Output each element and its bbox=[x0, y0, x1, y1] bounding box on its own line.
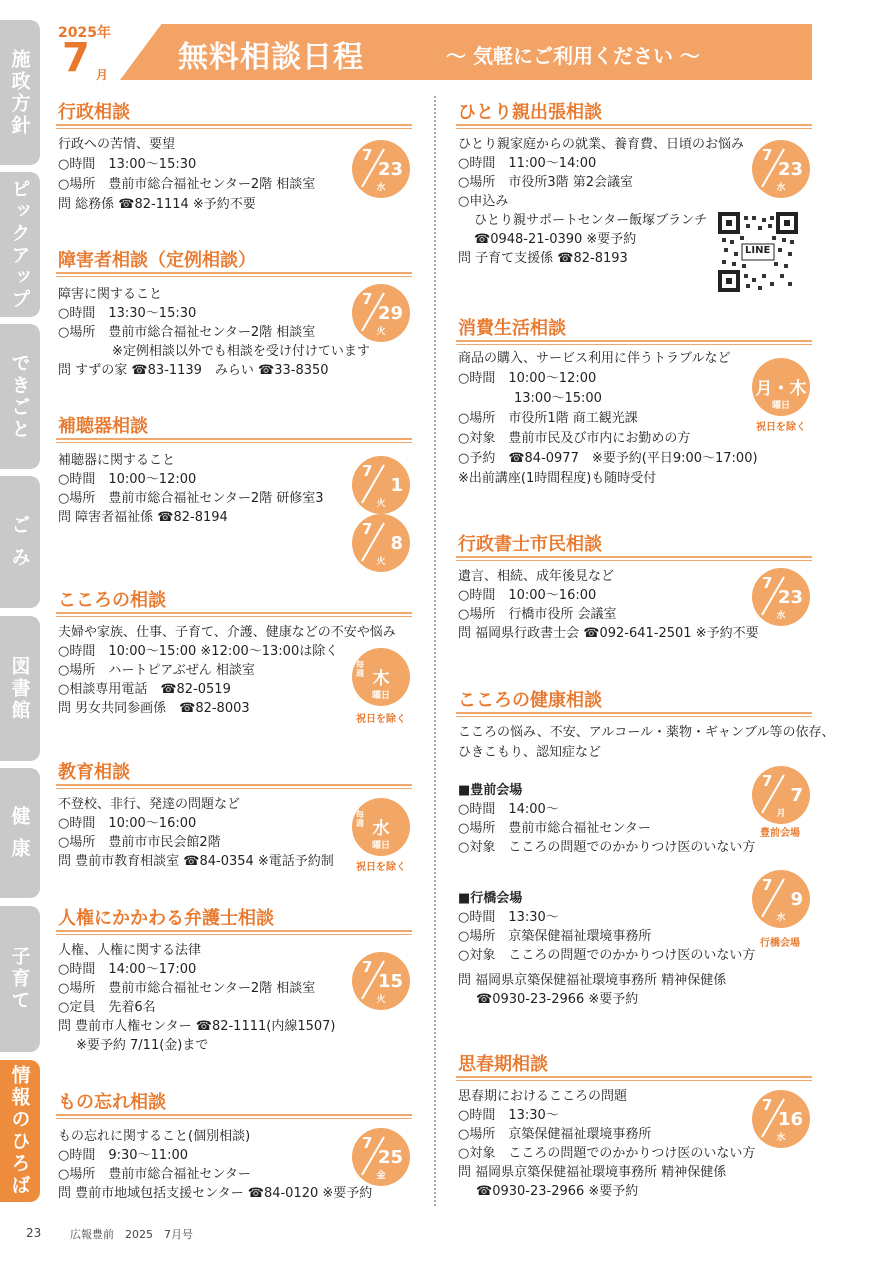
place-line: ○場所 行橋市役所 会議室 bbox=[458, 607, 617, 622]
contact-line: 問 障害者福祉係 ☎82-8194 bbox=[58, 510, 228, 525]
apply-phone: ☎0948-21-0390 ※要予約 bbox=[474, 232, 637, 247]
badge-month: 7 bbox=[362, 958, 373, 976]
section-rule bbox=[456, 556, 812, 561]
side-tab-kosodate[interactable]: 子育て bbox=[0, 906, 40, 1052]
date-badge bbox=[352, 140, 410, 198]
badge-day: 16 bbox=[777, 1109, 803, 1130]
section-title: 行政書士市民相談 bbox=[458, 534, 602, 555]
target-line: ○対象 こころの問題でのかかりつけ医のいない方 bbox=[458, 1146, 756, 1161]
badge-weekday: 金 bbox=[376, 1171, 386, 1181]
contact-line: 問 豊前市人権センター ☎82-1111(内線1507) bbox=[58, 1019, 336, 1034]
badge-weekday: 水 bbox=[776, 913, 786, 923]
badge-prefix: 毎週 bbox=[356, 810, 364, 828]
holiday-note: 祝日を除く bbox=[356, 862, 406, 873]
date-badge bbox=[352, 284, 410, 342]
section-text: 人権、人権に関する法律 bbox=[58, 943, 202, 958]
section-text: こころの悩み、不安、アルコール・薬物・ギャンブル等の依存、 bbox=[458, 725, 835, 740]
time-line: ○時間 11:00〜14:00 bbox=[458, 156, 597, 171]
place-line: ○場所 京築保健福祉環境事務所 bbox=[458, 1127, 652, 1142]
contact-line: 問 子育て支援係 ☎82-8193 bbox=[458, 251, 628, 266]
page-title: 無料相談日程 bbox=[178, 40, 364, 75]
venue-heading: ■豊前会場 bbox=[458, 783, 523, 798]
section-rule bbox=[56, 612, 412, 617]
badge-weekday: 水 bbox=[376, 183, 386, 193]
time-line: ○時間 9:30〜11:00 bbox=[58, 1148, 189, 1163]
section-title: もの忘れ相談 bbox=[58, 1092, 166, 1113]
badge-weekday: 火 bbox=[376, 327, 386, 337]
badge-month: 7 bbox=[762, 772, 773, 790]
date-badge bbox=[752, 140, 810, 198]
page-subtitle: 〜 気軽にご利用ください 〜 bbox=[446, 44, 700, 68]
section-title: こころの健康相談 bbox=[458, 690, 602, 711]
contact-line: 問 総務係 ☎82-1114 ※予約不要 bbox=[58, 197, 256, 212]
time-line: ○時間 10:00〜16:00 bbox=[458, 588, 597, 603]
section-rule bbox=[456, 340, 812, 345]
date-badge bbox=[752, 766, 810, 824]
section-text-2: ひきこもり、認知症など bbox=[458, 745, 602, 760]
date-badge bbox=[752, 1090, 810, 1148]
section-rule bbox=[56, 784, 412, 789]
time-line: ○時間 13:30〜15:30 bbox=[58, 306, 197, 321]
place-line: ○場所 豊前市総合福祉センター bbox=[458, 821, 651, 836]
badge-day: 15 bbox=[377, 971, 403, 992]
section-title: 補聴器相談 bbox=[58, 416, 148, 437]
weekday-badge bbox=[752, 358, 810, 416]
badge-weekday: 水 bbox=[776, 183, 786, 193]
badge-month: 7 bbox=[762, 1096, 773, 1114]
badge-day: 23 bbox=[777, 587, 803, 608]
section-title: 人権にかかわる弁護士相談 bbox=[58, 908, 274, 929]
badge-day: 8 bbox=[390, 533, 403, 554]
issue-month: 7 bbox=[62, 35, 90, 81]
time-line: ○時間 10:00〜16:00 bbox=[58, 816, 197, 831]
line-qr-code[interactable] bbox=[718, 212, 798, 292]
contact-line: 問 豊前市地域包括支援センター ☎84-0120 ※要予約 bbox=[58, 1186, 373, 1201]
badge-month: 7 bbox=[362, 462, 373, 480]
target-line: ○対象 こころの問題でのかかりつけ医のいない方 bbox=[458, 948, 756, 963]
badge-day: 29 bbox=[377, 303, 403, 324]
badge-month: 7 bbox=[362, 290, 373, 308]
date-badge bbox=[352, 456, 410, 514]
section-rule bbox=[456, 712, 812, 717]
date-badge bbox=[752, 870, 810, 928]
section-title: 思春期相談 bbox=[458, 1054, 548, 1075]
side-tab-joho[interactable]: 情報のひろば bbox=[0, 1060, 40, 1202]
venue-heading: ■行橋会場 bbox=[458, 891, 523, 906]
badge-suffix: 曜日 bbox=[371, 841, 390, 851]
badge-day: 23 bbox=[777, 159, 803, 180]
section-title: ひとり親出張相談 bbox=[458, 102, 602, 123]
badge-suffix: 曜日 bbox=[371, 691, 390, 701]
badge-weekday: 水 bbox=[776, 611, 786, 621]
place-line: ○場所 市役所1階 商工観光課 bbox=[458, 411, 638, 426]
badge-prefix: 毎週 bbox=[356, 660, 364, 678]
badge-month: 7 bbox=[362, 520, 373, 538]
issue-month-suffix: 月 bbox=[96, 68, 109, 82]
venue-note: 行橋会場 bbox=[760, 938, 800, 949]
badge-day: 23 bbox=[377, 159, 403, 180]
badge-day: 7 bbox=[790, 785, 803, 806]
reserve-line: ○予約 ☎84-0977 ※要予約(平日9:00〜17:00) bbox=[458, 451, 758, 466]
badge-month: 7 bbox=[762, 876, 773, 894]
badge-weekday: 火 bbox=[376, 995, 386, 1005]
venue-note: 豊前会場 bbox=[760, 828, 800, 839]
issue-year: 2025年 bbox=[58, 25, 111, 41]
contact-line: 問 福岡県行政書士会 ☎092-641-2501 ※予約不要 bbox=[458, 626, 759, 641]
contact-phone: ☎0930-23-2966 ※要予約 bbox=[476, 1184, 639, 1199]
time-line: ○時間 10:00〜12:00 bbox=[58, 472, 197, 487]
note-line: ※要予約 7/11(金)まで bbox=[76, 1038, 209, 1053]
time-line-2: 13:00〜15:00 bbox=[514, 391, 602, 406]
time-line: ○時間 10:00〜12:00 bbox=[458, 371, 597, 386]
badge-weekday: 水 bbox=[372, 819, 390, 839]
place-line: ○場所 ハートピアぶぜん 相談室 bbox=[58, 663, 255, 678]
publication-name: 広報豊前 2025 7月号 bbox=[70, 1228, 193, 1241]
badge-month: 7 bbox=[362, 1134, 373, 1152]
badge-weekday: 火 bbox=[376, 499, 386, 509]
badge-suffix: 曜日 bbox=[771, 401, 790, 411]
page-number: 23 bbox=[26, 1226, 42, 1240]
badge-month: 7 bbox=[762, 146, 773, 164]
side-tab-shisei[interactable]: 施政方針 bbox=[0, 20, 40, 165]
section-text: 遺言、相続、成年後見など bbox=[458, 569, 615, 584]
date-badge bbox=[352, 1128, 410, 1186]
time-line: ○時間 13:00〜15:30 bbox=[58, 157, 197, 172]
time-line: ○時間 10:00〜15:00 ※12:00〜13:00は除く bbox=[58, 644, 339, 659]
side-tab-library[interactable]: 図書館 bbox=[0, 616, 40, 761]
side-tab-dekigoto[interactable]: できごと bbox=[0, 324, 40, 469]
section-rule bbox=[56, 1114, 412, 1119]
contact-phone: ☎0930-23-2966 ※要予約 bbox=[476, 992, 639, 1007]
date-badge bbox=[352, 952, 410, 1010]
badge-weekday: 木 bbox=[372, 669, 390, 689]
side-tab-health[interactable]: 健 康 bbox=[0, 768, 40, 898]
contact-line: 問 すずの家 ☎83-1139 みらい ☎33-8350 bbox=[58, 363, 329, 378]
place-line: ○場所 京築保健福祉環境事務所 bbox=[458, 929, 652, 944]
section-text: ひとり親家庭からの就業、養育費、日頃のお悩み bbox=[458, 137, 745, 152]
badge-day: 9 bbox=[790, 889, 803, 910]
place-line: ○場所 豊前市総合福祉センター2階 相談室 bbox=[58, 325, 316, 340]
section-rule bbox=[456, 124, 812, 129]
column-divider bbox=[434, 96, 436, 1206]
time-line: ○時間 13:30〜 bbox=[458, 1108, 559, 1123]
date-badge bbox=[752, 568, 810, 626]
time-line: ○時間 14:00〜 bbox=[458, 802, 559, 817]
section-text: 商品の購入、サービス利用に伴うトラブルなど bbox=[458, 351, 731, 366]
section-text: 夫婦や家族、仕事、子育て、介護、健康などの不安や悩み bbox=[58, 625, 396, 640]
section-title: こころの相談 bbox=[58, 590, 166, 611]
section-title: 行政相談 bbox=[58, 102, 130, 123]
contact-line: 問 福岡県京築保健福祉環境事務所 精神保健係 bbox=[458, 973, 727, 988]
contact-line: 問 福岡県京築保健福祉環境事務所 精神保健係 bbox=[458, 1165, 727, 1180]
side-tab-gomi[interactable]: ご み bbox=[0, 476, 40, 608]
apply-line: ○申込み bbox=[458, 194, 509, 209]
phone-line: ○相談専用電話 ☎82-0519 bbox=[58, 682, 231, 697]
place-line: ○場所 豊前市総合福祉センター2階 相談室 bbox=[58, 177, 316, 192]
place-line: ○場所 豊前市総合福祉センター2階 研修室3 bbox=[58, 491, 324, 506]
apply-org: ひとり親サポートセンター飯塚ブランチ bbox=[474, 213, 708, 228]
weekday-badge bbox=[352, 648, 410, 706]
section-title: 障害者相談（定例相談） bbox=[58, 250, 256, 271]
section-text: 不登校、非行、発達の問題など bbox=[58, 797, 241, 812]
note-line: ※定例相談以外でも相談を受け付けています bbox=[112, 344, 370, 359]
section-rule bbox=[456, 1076, 812, 1081]
time-line: ○時間 14:00〜17:00 bbox=[58, 962, 197, 977]
holiday-note: 祝日を除く bbox=[356, 714, 406, 725]
badge-weekday: 月・木 bbox=[755, 379, 807, 399]
section-text: もの忘れに関すること(個別相談) bbox=[58, 1129, 251, 1144]
section-title: 消費生活相談 bbox=[458, 318, 566, 339]
section-rule bbox=[56, 438, 412, 443]
contact-line: 問 豊前市教育相談室 ☎84-0354 ※電話予約制 bbox=[58, 854, 334, 869]
badge-day: 25 bbox=[377, 1147, 403, 1168]
section-title: 教育相談 bbox=[58, 762, 130, 783]
capacity-line: ○定員 先着6名 bbox=[58, 1000, 156, 1015]
section-rule bbox=[56, 272, 412, 277]
badge-day: 1 bbox=[390, 475, 403, 496]
holiday-note: 祝日を除く bbox=[756, 422, 806, 433]
section-rule bbox=[56, 930, 412, 935]
place-line: ○場所 豊前市総合福祉センター bbox=[58, 1167, 251, 1182]
time-line: ○時間 13:30〜 bbox=[458, 910, 559, 925]
side-tab-pickup[interactable]: ピックアップ bbox=[0, 172, 40, 317]
section-text: 行政への苦情、要望 bbox=[58, 137, 176, 152]
qr-label: LINE bbox=[745, 245, 771, 256]
badge-month: 7 bbox=[762, 574, 773, 592]
badge-weekday: 水 bbox=[776, 1133, 786, 1143]
section-text: 障害に関すること bbox=[58, 287, 163, 302]
badge-weekday: 火 bbox=[376, 557, 386, 567]
place-line: ○場所 豊前市市民会館2階 bbox=[58, 835, 221, 850]
badge-month: 7 bbox=[362, 146, 373, 164]
section-rule bbox=[56, 124, 412, 129]
issue-date bbox=[40, 22, 128, 82]
target-line: ○対象 こころの問題でのかかりつけ医のいない方 bbox=[458, 840, 756, 855]
section-text: 思春期におけるこころの問題 bbox=[458, 1089, 628, 1104]
weekday-badge bbox=[352, 798, 410, 856]
target-line: ○対象 豊前市民及び市内にお勤めの方 bbox=[458, 431, 691, 446]
badge-weekday: 月 bbox=[776, 809, 786, 819]
note-line: ※出前講座(1時間程度)も随時受付 bbox=[458, 471, 657, 486]
place-line: ○場所 市役所3階 第2会議室 bbox=[458, 175, 634, 190]
place-line: ○場所 豊前市総合福祉センター2階 相談室 bbox=[58, 981, 316, 996]
contact-line: 問 男女共同参画係 ☎82-8003 bbox=[58, 701, 250, 716]
date-badge bbox=[352, 514, 410, 572]
section-text: 補聴器に関すること bbox=[58, 453, 176, 468]
